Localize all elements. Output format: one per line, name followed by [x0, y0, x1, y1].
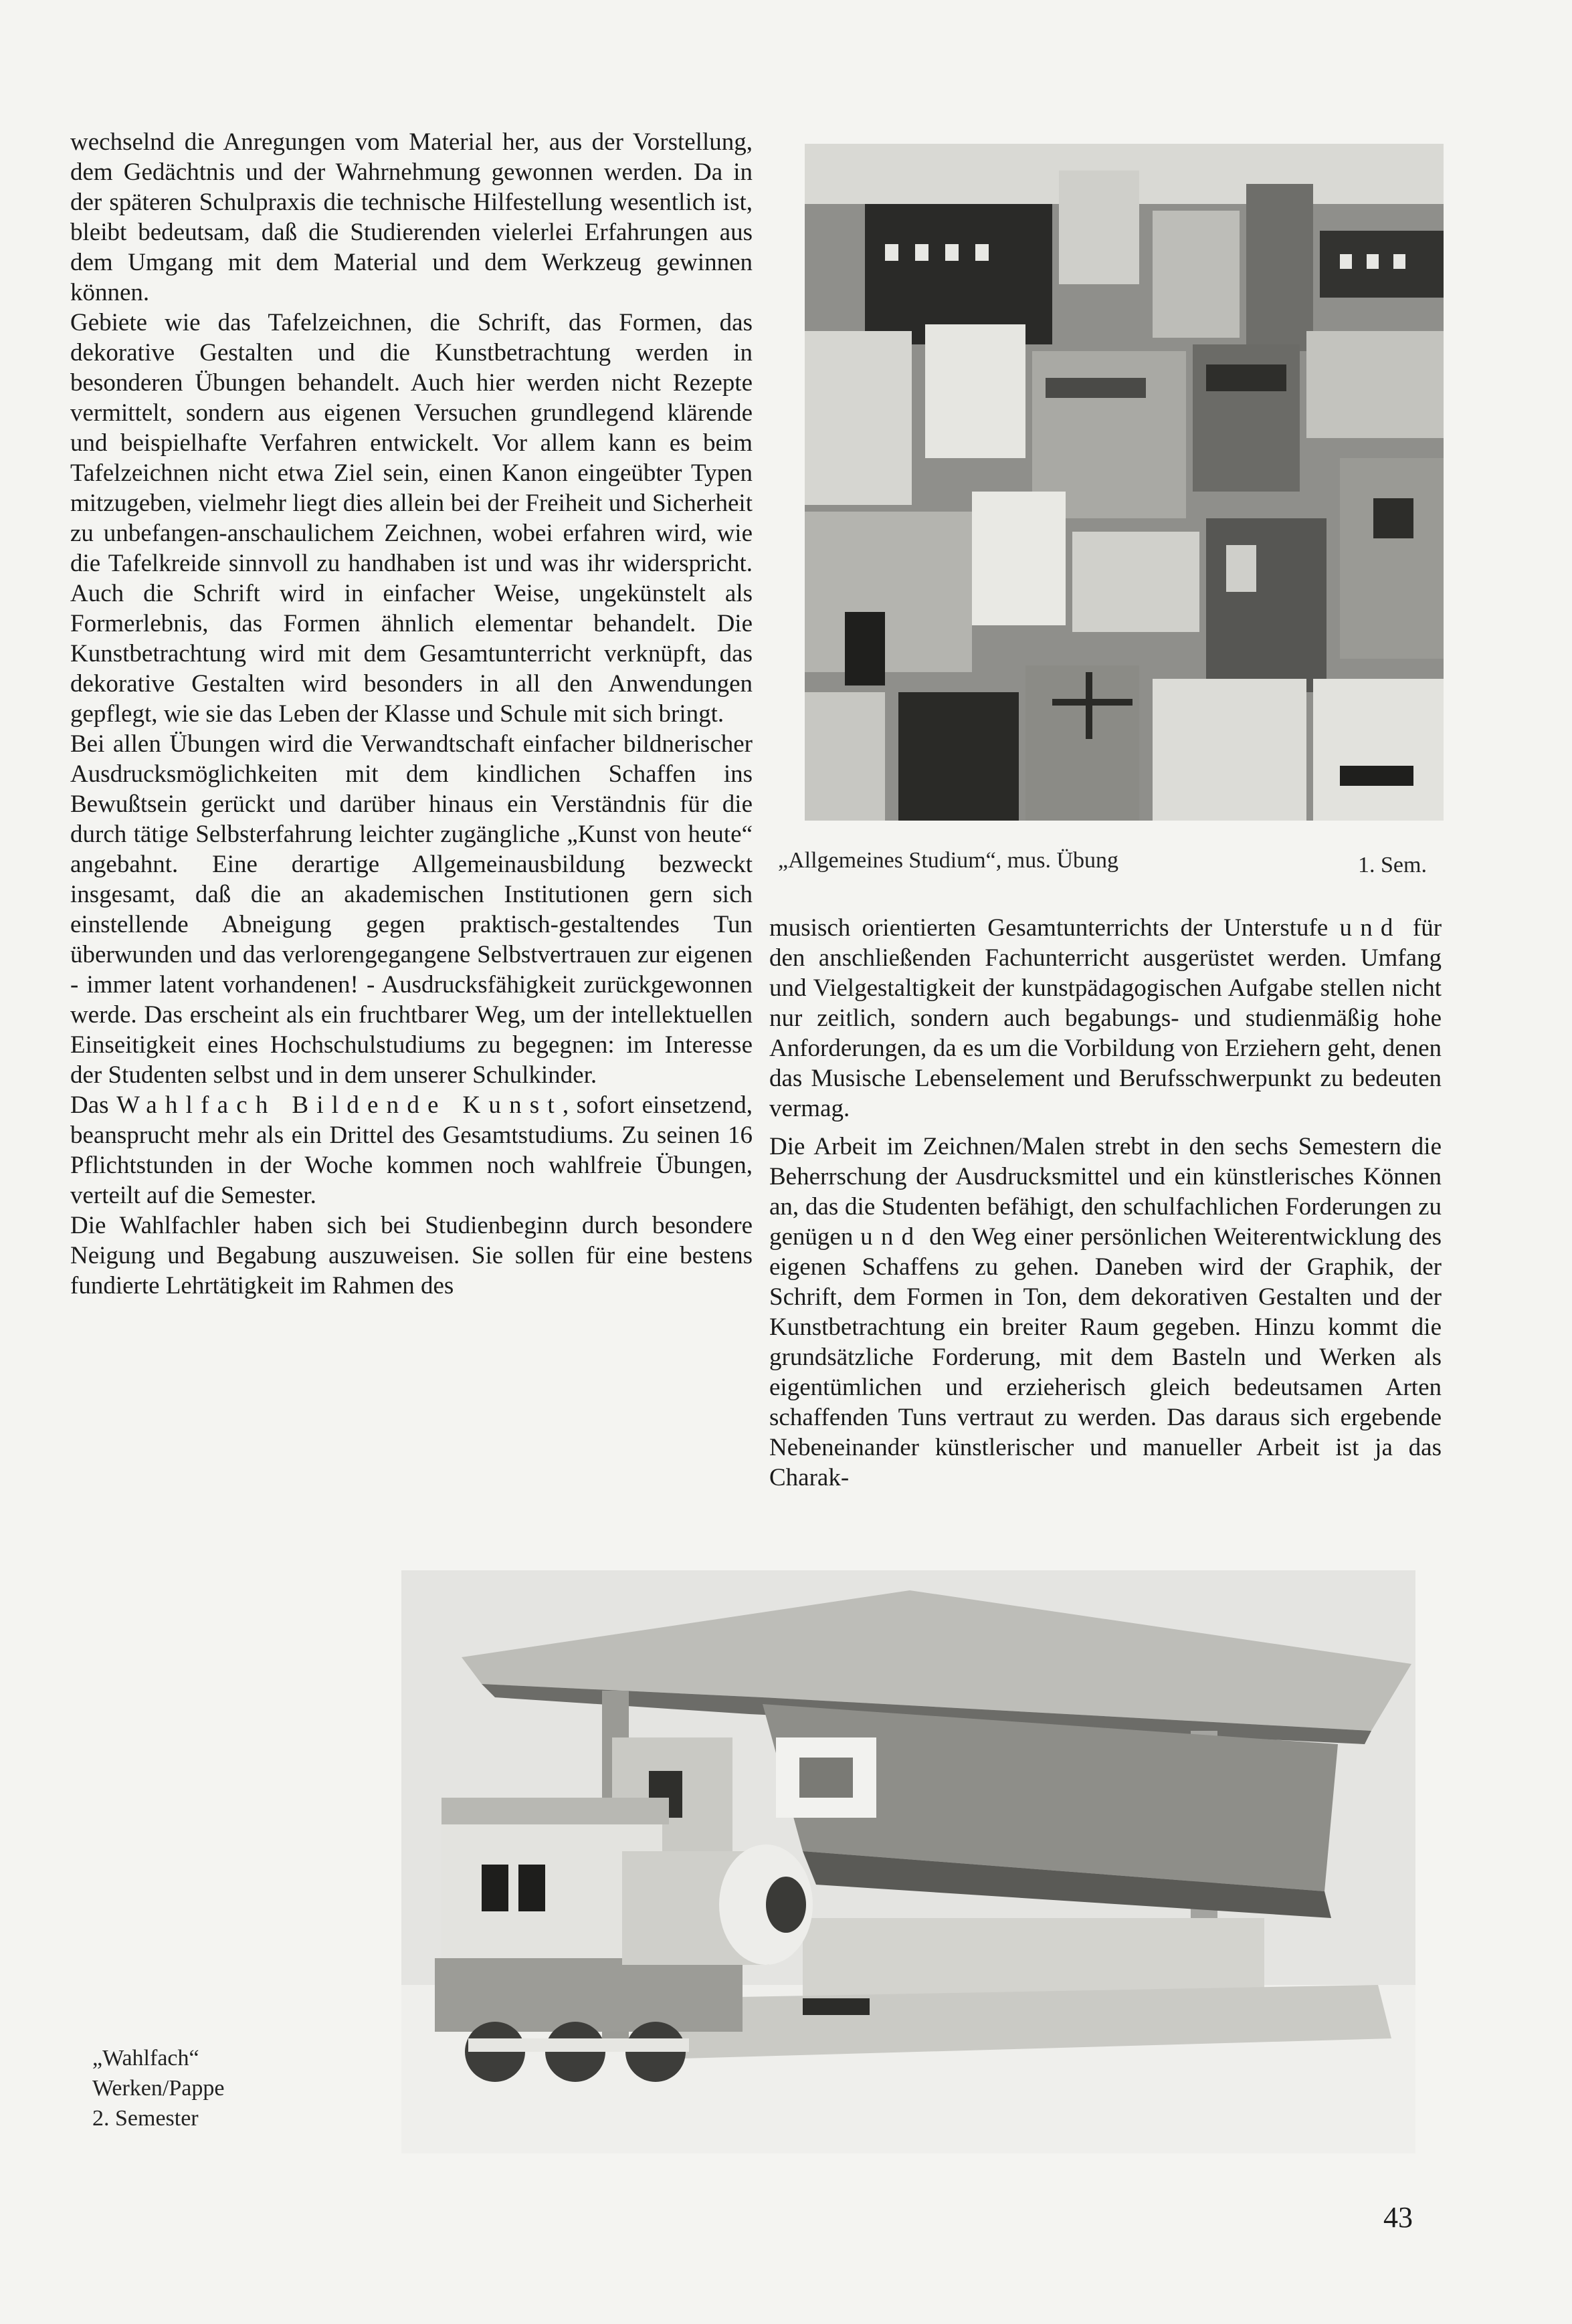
left-text-column: [70, 127, 753, 1301]
paragraph-part: für den anschließenden Fachunterricht ausgerüstet werden. Umfang und Vielgestaltigkeit der kunstpädagogischen Aufgabe stellen nicht nur zeitlich, sondern auch begabungs- und studienmäßig hohe Anforderungen, da es um die Vorbildung von Erziehern geht, denen das Musische Lebenselement und Berufsschwerpunkt zu bedeuten vermag.: [769, 914, 1442, 1122]
page-number: 43: [1383, 2201, 1413, 2234]
paragraph-part: den Weg einer persönlichen Weiterentwicklung des eigenen Schaffens zu gehen. Daneben wird der Graphik, der Schrift, dem Formen in Ton, dem dekorativen Gestalten und der Kunstbetrachtung ein breiter Raum gegeben. Hinzu kommt die grundsätzliche Forderung, mit dem Basteln und Werken als eigentümlichen und erzieherisch gleich bedeutsamen Arten schaffenden Tuns vertraut zu werden. Das daraus sich ergebende Nebeneinander künstlerischer und manueller Arbeit ist ja das Charak-: [769, 1223, 1442, 1491]
model-caption: [92, 2043, 224, 2133]
model-caption-line: 2. Semester: [92, 2106, 199, 2131]
cardboard-model-image: [401, 1570, 1415, 2153]
wahlfach-spaced-term: Wahlfach Bildende Kunst: [116, 1091, 563, 1119]
paragraph-rest: , sofort einsetzend, beansprucht mehr als ein Drittel des Gesamtstudiums. Zu seinen 16 Pflichtstunden in der Woche kommen noch wahlfreie Übungen, verteilt auf die Semester.: [70, 1091, 753, 1209]
paragraph-start: Das: [70, 1091, 109, 1119]
painting-figure: [805, 144, 1444, 821]
paragraph-part: Die Arbeit im Zeichnen/Malen strebt in den sechs Semestern die Beherrschung der Ausdrucksmittel und ein künstlerisches Können an, das die Studenten befähigt, den schulfachlichen Forderungen zu genügen: [769, 1133, 1442, 1251]
right-text-column: [769, 913, 1442, 1493]
painting-caption: „Allgemeines Studium“, mus. Übung: [778, 848, 1119, 873]
model-caption-line: „Wahlfach“: [92, 2046, 199, 2071]
spaced-und: und: [1339, 914, 1401, 942]
paragraph: Gebiete wie das Tafelzeichnen, die Schrift, das Formen, das dekorative Gestalten und die Kunstbetrachtung werden in besonderen Übungen behandelt. Auch hier werden nicht Rezepte vermittelt, sondern aus eigenen Versuchen grundlegend klärende und beispielhafte Verfahren entwickelt. Vor allem kann es beim Tafelzeichnen nicht etwa Ziel sein, einen Kanon eingeübter Typen mitzugeben, vielmehr liegt dies allein bei der Freiheit und Sicherheit zu unbefangen-anschaulichem Zeichnen, wobei erfahren wird, wie die Tafelkreide sinnvoll zu handhaben ist und was ihr widerspricht. Auch die Schrift wird in einfacher Weise, ungekünstelt als Formerlebnis, das Formen ähnlich elementar behandelt. Die Kunstbetrachtung wird mit dem Gesamtunterricht verknüpft, das dekorative Gestalten wird besonders in all den Anwendungen gepflegt, wie sie das Leben der Klasse und Schule mit sich bringt.: [70, 309, 753, 728]
paragraph: [769, 1132, 1442, 1493]
paragraph: [70, 1090, 753, 1210]
model-caption-line: Werken/Pappe: [92, 2076, 225, 2101]
paragraph: Bei allen Übungen wird die Verwandtschaft einfacher bildnerischer Ausdrucksmöglichkeiten mit dem kindlichen Schaffen ins Bewußtsein gerückt und darüber hinaus ein Verständnis für die durch tätige Selbsterfahrung leichter zugängliche „Kunst von heute“ angebahnt. Eine derartige Allgemeinausbildung bezweckt insgesamt, daß die an akademischen Institutionen gern sich einstellende Abneigung gegen praktisch-gestaltendes Tun überwunden und das verlorengegangene Selbstvertrauen zur eigenen - immer latent vorhandenen! - Ausdrucksfähigkeit zurückgewonnen werde. Das erscheint als ein fruchtbarer Weg, um der intellektuellen Einseitigkeit eines Hochschulstudiums zu begegnen: im Interesse der Studenten selbst und in dem unserer Schulkinder.: [70, 730, 753, 1089]
paragraph-part: musisch orientierten Gesamtunterrichts der Unterstufe: [769, 914, 1329, 942]
paragraph: [769, 913, 1442, 1124]
cardboard-model-figure: [401, 1570, 1415, 2153]
spaced-und: und: [860, 1223, 922, 1251]
painting-semester: 1. Sem.: [1358, 853, 1427, 877]
painting-image: [805, 144, 1444, 821]
paragraph: Die Wahlfachler haben sich bei Studienbeginn durch besondere Neigung und Begabung auszuweisen. Sie sollen für eine bestens fundierte Lehrtätigkeit im Rahmen des: [70, 1212, 753, 1299]
paragraph: wechselnd die Anregungen vom Material her, aus der Vorstellung, dem Gedächtnis und der Wahrnehmung gewonnen werden. Da in der späteren Schulpraxis die technische Hilfestellung wesentlich ist, bleibt bedeutsam, daß die Studierenden vielerlei Erfahrungen aus dem Umgang mit dem Material und dem Werkzeug gewinnen können.: [70, 128, 753, 306]
